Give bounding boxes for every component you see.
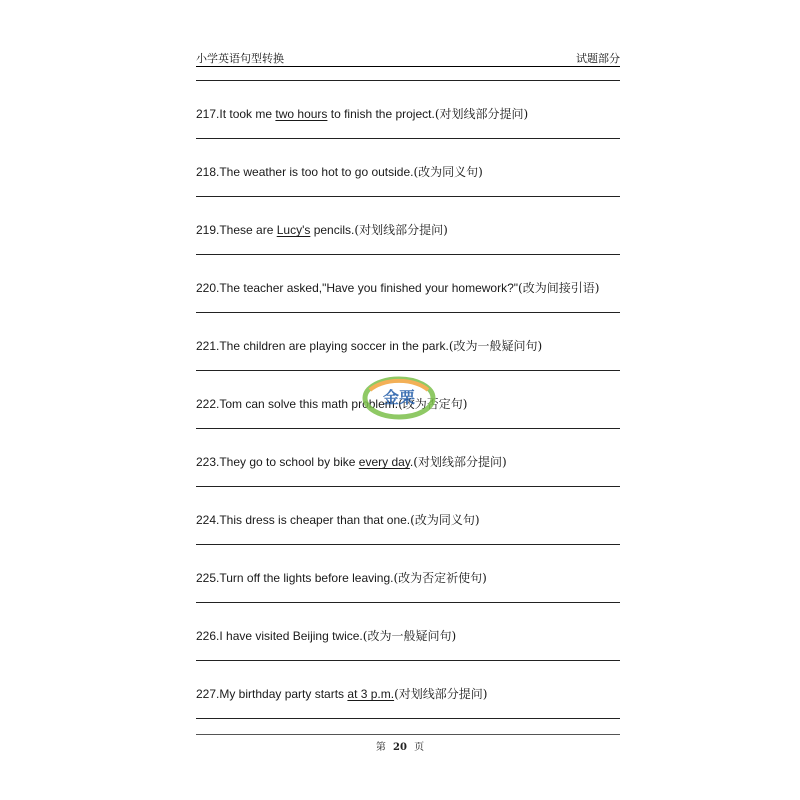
- sentence-fragment: 223.They go to school by bike: [196, 455, 359, 469]
- question-instruction: (对划线部分提问): [413, 455, 507, 469]
- sentence-fragment: 221.The children are playing soccer in the park.: [196, 339, 449, 353]
- section-label: 试题部分: [576, 52, 620, 65]
- footer-prefix: 第: [375, 742, 386, 753]
- sentence-fragment: to finish the project.: [327, 107, 435, 121]
- question-text: [196, 221, 448, 238]
- question-instruction: (改为否定句): [398, 397, 468, 411]
- question-text: [196, 627, 456, 644]
- sentence-fragment: 217.It took me: [196, 107, 276, 121]
- watermark-text: 金栗: [382, 388, 416, 407]
- question-instruction: (改为一般疑问句): [448, 339, 543, 353]
- question-item: [196, 313, 620, 370]
- sentence-fragment: 222.Tom can solve this math problem.: [196, 397, 399, 411]
- page-number: 20: [393, 742, 407, 753]
- question-item: [196, 545, 620, 602]
- question-instruction: (改为一般疑问句): [362, 629, 457, 643]
- question-item: [196, 429, 620, 486]
- footer-suffix: 页: [414, 742, 425, 753]
- question-instruction: (对划线部分提问): [394, 687, 488, 701]
- sentence-fragment: 226.I have visited Beijing twice.: [196, 629, 363, 643]
- sentence-fragment: pencils.: [310, 223, 355, 237]
- question-item: [196, 197, 620, 254]
- question-item: [196, 371, 620, 428]
- question-text: [196, 685, 487, 702]
- sentence-fragment: 219.These are: [196, 223, 277, 237]
- question-text: [196, 337, 542, 354]
- question-item: [196, 487, 620, 544]
- sentence-fragment: 224.This dress is cheaper than that one.: [196, 513, 411, 527]
- question-text: [196, 453, 507, 470]
- question-item: [196, 139, 620, 196]
- question-item: [196, 81, 620, 138]
- document-title: 小学英语句型转换: [196, 52, 284, 65]
- question-item: [196, 255, 620, 312]
- question-instruction: (改为同义句): [413, 165, 483, 179]
- question-item: [196, 603, 620, 660]
- sentence-fragment: 218.The weather is too hot to go outside.: [196, 165, 414, 179]
- answer-line: [196, 718, 620, 719]
- question-text: [196, 279, 599, 296]
- underlined-phrase: every day: [358, 455, 410, 469]
- question-list: [196, 80, 620, 719]
- sentence-fragment: 227.My birthday party starts: [196, 687, 348, 701]
- question-instruction: (改为同义句): [410, 513, 480, 527]
- question-instruction: (改为否定祈使句): [393, 571, 487, 585]
- underlined-phrase: two hours: [275, 107, 328, 121]
- footer-rule: [196, 734, 620, 735]
- sentence-fragment: 225.Turn off the lights before leaving.: [196, 571, 394, 585]
- question-text: [196, 105, 528, 122]
- page-header: [196, 50, 620, 67]
- sentence-fragment: 220.The teacher asked,"Have you finished your homework?": [196, 281, 519, 295]
- question-instruction: (对划线部分提问): [434, 107, 529, 121]
- question-instruction: (改为间接引语): [518, 281, 600, 295]
- question-text: [196, 163, 483, 180]
- underlined-phrase: Lucy's: [276, 223, 311, 237]
- question-text: [196, 511, 480, 528]
- sentence-fragment: .: [409, 455, 414, 469]
- question-instruction: (对划线部分提问): [354, 223, 448, 237]
- underlined-phrase: at 3 p.m.: [347, 687, 395, 701]
- question-item: [196, 661, 620, 718]
- page-footer: [0, 738, 800, 753]
- question-text: [196, 395, 467, 412]
- question-text: [196, 569, 487, 586]
